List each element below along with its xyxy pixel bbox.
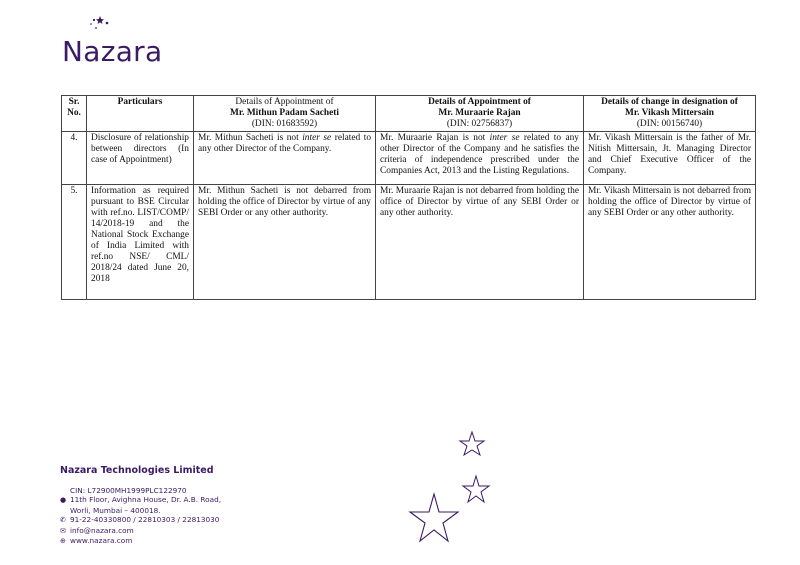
cin-number: CIN: L72900MH1999PLC122970 [70,486,187,495]
header-muraarie-rajan: Details of Appointment of Mr. Muraarie Rajan (DIN: 02756837) [376,96,584,132]
email-link[interactable]: ✉ info@nazara.com [60,525,134,535]
address-line-2: Worli, Mumbai – 400018. [70,505,161,515]
header-vikash-mittersain: Details of change in designation of Mr. Vikash Mittersain (DIN: 00156740) [584,96,756,132]
table-header-row [62,96,756,132]
header-particulars: Particulars [87,96,194,132]
table-row [62,185,756,300]
row-sr-no: 5. [62,185,87,300]
globe-icon: ⊕ [60,537,66,546]
row-vikash-cell: Mr. Vikash Mittersain is the father of Mr. Nitish Mittersain, Jt. Managing Director and Chief Executive Officer of the Company. [584,132,756,185]
address-line-1: ● 11th Floor, Avighna House, Dr. A.B. Road, [60,495,222,505]
header-sr-no: Sr. No. [62,96,87,132]
location-pin-icon: ● [60,496,67,505]
phone-numbers: ✆ 91-22-40330800 / 22810303 / 22813030 [60,515,220,525]
appointment-details-table [61,95,756,300]
email-icon: ✉ [60,526,66,535]
row-sr-no: 4. [62,132,87,185]
row-muraarie-cell: Mr. Muraarie Rajan is not debarred from holding the office of Director by virtue of any SEBI Order or any other authority. [376,185,584,300]
phone-icon: ✆ [60,516,66,525]
row-particulars: Information as required pursuant to BSE Circular with ref.no. LIST/COMP/ 14/2018-19 and the National Stock Exchange of India Limited with ref.no NSE/ CML/ 2018/24 dated June 20, 2018 [87,185,194,300]
website-link[interactable]: ⊕ www.nazara.com [60,536,133,546]
row-muraarie-cell: Mr. Muraarie Rajan is not inter se related to any other Director of the Company and he satisfies the criteria of independence prescribed under the Companies Act, 2013 and the Listing Regulations. [376,132,584,185]
row-particulars: Disclosure of relationship between directors (In case of Appointment) [87,132,194,185]
decorative-stars-icon [400,428,510,548]
company-name: Nazara Technologies Limited [60,465,214,476]
logo-wordmark: Nazara [62,35,163,68]
company-footer [60,465,221,546]
table-row [62,132,756,185]
row-mithun-cell: Mr. Mithun Sacheti is not debarred from holding the office of Director by virtue of any SEBI Order or any other authority. [194,185,376,300]
row-vikash-cell: Mr. Vikash Mittersain is not debarred from holding the office of Director by virtue of any SEBI Order or any other authority. [584,185,756,300]
row-mithun-cell: Mr. Mithun Sacheti is not inter se related to any other Director of the Company. [194,132,376,185]
header-mithun-sacheti: Details of Appointment of Mr. Mithun Padam Sacheti (DIN: 01683592) [194,96,376,132]
